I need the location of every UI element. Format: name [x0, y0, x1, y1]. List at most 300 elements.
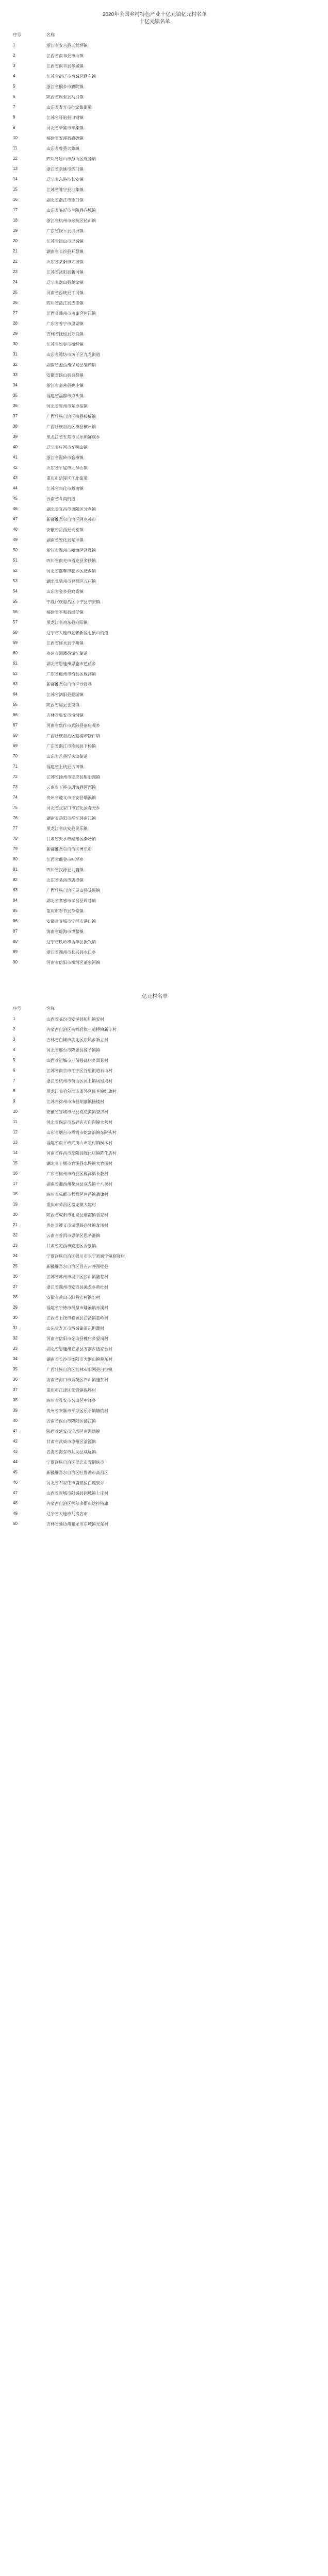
list-item — [13, 1035, 219, 1045]
list-item — [13, 184, 219, 195]
row-name: 江苏省盱眙县旧铺镇 — [46, 115, 84, 120]
list-item — [13, 792, 219, 803]
row-number: 57 — [13, 620, 18, 624]
row-name: 江苏省宿迁市宿城区耿车镇 — [46, 74, 96, 79]
list-item — [13, 947, 219, 957]
list-item — [13, 906, 219, 916]
list-item — [13, 1127, 219, 1138]
row-number: 16 — [13, 1171, 18, 1176]
list-item — [13, 524, 219, 535]
row-name: 安徽省岳西县天堂镇 — [46, 528, 84, 532]
list-item — [13, 226, 219, 236]
list-item — [13, 535, 219, 545]
row-number: 44 — [13, 1460, 18, 1464]
row-name: 江西省上饶市婺源县江湾镇篁岭村 — [46, 1316, 108, 1320]
row-name: 山东省寿光市洛城街道东斟灌村 — [46, 1326, 104, 1331]
row-name: 安徽省黄山市黟县宏村镇宏村 — [46, 1295, 100, 1300]
list-item — [13, 1467, 219, 1478]
row-number: 2 — [13, 53, 15, 58]
list-item — [13, 50, 219, 61]
row-number: 5 — [13, 84, 15, 89]
row-number: 26 — [13, 300, 18, 305]
list-item — [13, 473, 219, 483]
list-item — [13, 380, 219, 391]
row-number: 36 — [13, 403, 18, 408]
list-item — [13, 720, 219, 731]
list-item — [13, 401, 219, 411]
header-name: 名称 — [46, 1006, 55, 1011]
list-item — [13, 287, 219, 298]
list-item — [13, 267, 219, 277]
row-number: 32 — [13, 1336, 18, 1341]
row-number: 41 — [13, 1429, 18, 1433]
row-name: 江苏省沭阳县新河镇 — [46, 270, 84, 275]
row-number: 72 — [13, 774, 18, 779]
row-name: 甘肃省天水市秦州区秦岭镇 — [46, 837, 96, 841]
row-number: 66 — [13, 713, 18, 717]
row-name: 云南省普洱市思茅区思茅港镇 — [46, 1233, 100, 1238]
row-number: 34 — [13, 1357, 18, 1361]
row-number: 36 — [13, 1377, 18, 1382]
list-item — [13, 555, 219, 566]
row-number: 28 — [13, 1295, 18, 1299]
list-item — [13, 1014, 219, 1024]
row-name: 河北省石家庄市鹿泉区白鹿泉乡 — [46, 1481, 104, 1485]
row-number: 11 — [13, 1120, 18, 1124]
list-item — [13, 143, 219, 154]
list-item — [13, 834, 219, 844]
list-item — [13, 1405, 219, 1416]
row-name: 河南省焦作市武陟县嘉应观乡 — [46, 723, 100, 728]
row-number: 23 — [13, 1243, 18, 1248]
list-item — [13, 1519, 219, 1529]
list-item — [13, 1354, 219, 1364]
row-number: 49 — [13, 1511, 18, 1516]
row-number: 1 — [13, 43, 15, 47]
list-item — [13, 339, 219, 349]
row-name: 江苏省睢宁县沙集镇 — [46, 188, 84, 192]
row-name: 四川省成都市郫都区唐昌镇战旗村 — [46, 1192, 108, 1197]
header-name: 名称 — [46, 32, 55, 37]
row-name: 辽宁省大连市金普新区七顶山街道 — [46, 631, 108, 635]
list-item — [13, 607, 219, 617]
header-no: 序号 — [13, 32, 21, 37]
row-name: 山东省金乡县鸡黍镇 — [46, 589, 84, 594]
list-item — [13, 617, 219, 628]
row-number: 68 — [13, 733, 18, 738]
row-number: 30 — [13, 1315, 18, 1320]
list-item — [13, 1313, 219, 1323]
row-number: 37 — [13, 1387, 18, 1392]
row-name: 江西省南丰县市山镇 — [46, 54, 84, 58]
row-name: 江苏省泗阳县爱园镇 — [46, 692, 84, 697]
row-number: 55 — [13, 599, 18, 604]
row-name: 新疆维吾尔自治区阿克苏市 — [46, 517, 96, 522]
list-item — [13, 957, 219, 968]
row-name: 辽宁省盘山县胡家镇 — [46, 280, 84, 285]
row-number: 62 — [13, 671, 18, 676]
row-number: 70 — [13, 754, 18, 758]
row-number: 48 — [13, 527, 18, 532]
row-name: 黑龙江省鸡东县向阳镇 — [46, 620, 88, 625]
list-item — [13, 308, 219, 318]
row-name: 湖南省长沙市浏阳市大围山镇楚东村 — [46, 1357, 112, 1362]
row-name: 湖南省湘西州花垣县双龙镇十八洞村 — [46, 1182, 112, 1187]
row-name: 江西省赣州市南康区唐江镇 — [46, 311, 96, 316]
row-name: 湖南省安化县东坪镇 — [46, 538, 84, 543]
row-name: 广西壮族自治区桂林市阳朔县白沙镇 — [46, 1367, 112, 1372]
row-name: 湖北省孝感市孝昌县周巷镇 — [46, 899, 96, 903]
list-item — [13, 566, 219, 576]
row-name: 山东省临沂市兰陵县向城镇 — [46, 208, 96, 213]
list-item — [13, 1158, 219, 1168]
row-number: 29 — [13, 331, 18, 336]
list-item — [13, 823, 219, 834]
row-name: 宁夏回族自治区中宁县宁安镇 — [46, 600, 100, 604]
list-item — [13, 195, 219, 205]
list-item — [13, 1199, 219, 1210]
row-number: 33 — [13, 372, 18, 377]
row-name: 广东省梅州市梅县区雁洋镇长教村 — [46, 1172, 108, 1176]
row-number: 21 — [13, 249, 18, 253]
list-item — [13, 246, 219, 257]
row-number: 20 — [13, 239, 18, 243]
row-name: 甘肃省定西市安定区香泉镇 — [46, 1244, 96, 1248]
row-number: 82 — [13, 877, 18, 882]
list-item — [13, 1488, 219, 1498]
row-name: 湖北省潜江市熊口镇 — [46, 198, 84, 202]
list-item — [13, 1220, 219, 1230]
list-item — [13, 1241, 219, 1251]
row-name: 黑龙江省五常市民乐朝鲜族乡 — [46, 435, 100, 439]
list-item — [13, 1045, 219, 1055]
row-number: 77 — [13, 826, 18, 831]
row-number: 33 — [13, 1346, 18, 1351]
row-name: 浙江省杭州市萧山区河上镇凤凰坞村 — [46, 1079, 112, 1083]
row-name: 重庆市荣昌区盘龙镇大建村 — [46, 1202, 96, 1207]
list-item — [13, 813, 219, 823]
list-item — [13, 1138, 219, 1148]
list-item — [13, 844, 219, 854]
row-name: 广西壮族自治区灵山县陆屋镇 — [46, 888, 100, 893]
row-number: 19 — [13, 228, 18, 233]
row-name: 河北省邢台市隆尧县莲子镇镇 — [46, 1048, 100, 1053]
row-number: 64 — [13, 692, 18, 697]
list-item — [13, 1055, 219, 1065]
row-name: 江苏省如皋市搬经镇 — [46, 342, 84, 347]
row-name: 浙江省湖州市长兴县水口乡 — [46, 950, 96, 955]
row-number: 9 — [13, 1099, 15, 1104]
row-number: 7 — [13, 105, 15, 109]
row-number: 14 — [13, 1150, 18, 1155]
list-item — [13, 1426, 219, 1436]
row-number: 22 — [13, 259, 18, 264]
row-name: 吉林省集安市清河镇 — [46, 713, 84, 718]
list-item — [13, 1478, 219, 1488]
list-item — [13, 123, 219, 133]
list-item — [13, 669, 219, 679]
list-item — [13, 174, 219, 184]
list-item — [13, 1375, 219, 1385]
row-number: 14 — [13, 177, 18, 181]
row-name: 新疆维吾尔自治区博乐市 — [46, 847, 92, 852]
row-name: 宁夏回族自治区吴忠市青铜峡市 — [46, 1460, 104, 1465]
row-number: 75 — [13, 805, 18, 810]
row-name: 辽宁省庄河市光明山镇 — [46, 445, 88, 450]
list-item — [13, 1117, 219, 1127]
list-item — [13, 1024, 219, 1035]
title-line-1: 2020年全国乡村特色产业十亿元镇亿元村名单 — [102, 12, 207, 18]
row-number: 56 — [13, 609, 18, 614]
row-number: 9 — [13, 125, 15, 130]
row-name: 四川省南充市西充县多扶镇 — [46, 558, 96, 563]
list-item — [13, 658, 219, 669]
list-item — [13, 1457, 219, 1467]
row-name: 山西省临汾市安泽县和川镇安村 — [46, 1017, 104, 1022]
row-number: 21 — [13, 1223, 18, 1227]
list-item — [13, 1230, 219, 1241]
row-name: 浙江省余姚市泗门镇 — [46, 167, 84, 172]
list-item — [13, 679, 219, 689]
row-number: 13 — [13, 1140, 18, 1145]
row-number: 46 — [13, 506, 18, 511]
row-name: 山东省潍坊市坊子区九龙街道 — [46, 352, 100, 357]
row-number: 4 — [13, 74, 15, 78]
row-number: 80 — [13, 857, 18, 861]
row-name: 江西省瑞金市叶坪乡 — [46, 857, 84, 862]
list-item — [13, 937, 219, 947]
row-name: 贵州省遵义市正安县瑞溪镇 — [46, 795, 96, 800]
list-item — [13, 1282, 219, 1292]
row-number: 39 — [13, 434, 18, 439]
row-name: 江西省修水县宁州镇 — [46, 641, 84, 646]
row-name: 浙江省杭州市余杭区径山镇 — [46, 218, 96, 223]
row-number: 16 — [13, 197, 18, 202]
list-item — [13, 318, 219, 329]
list-item — [13, 215, 219, 226]
row-number: 34 — [13, 383, 18, 387]
list-item — [13, 1076, 219, 1086]
list-item — [13, 102, 219, 112]
row-name: 重庆市涪陵区江北街道 — [46, 476, 88, 481]
row-number: 59 — [13, 640, 18, 645]
row-number: 51 — [13, 558, 18, 563]
row-number: 90 — [13, 960, 18, 964]
row-number: 27 — [13, 311, 18, 315]
list-item — [13, 504, 219, 514]
row-name: 江西省南丰县琴城镇 — [46, 64, 84, 69]
list-item — [13, 370, 219, 380]
row-name: 河南省信阳市光山县槐店乡晏岗村 — [46, 1336, 108, 1341]
row-number: 48 — [13, 1501, 18, 1505]
list-item — [13, 421, 219, 432]
row-name: 江苏省扬州市宝应县射阳湖镇 — [46, 775, 100, 779]
list-item — [13, 782, 219, 792]
list-item — [13, 1086, 219, 1096]
list-item — [13, 61, 219, 71]
row-number: 38 — [13, 424, 18, 429]
row-number: 35 — [13, 393, 18, 398]
row-name: 山西省运城市万荣县高村乡阎景村 — [46, 1058, 108, 1063]
row-number: 52 — [13, 568, 18, 573]
row-name: 河北省邯郸市肥乡区肥乡镇 — [46, 569, 96, 573]
row-name: 安徽省砀山县良梨镇 — [46, 373, 84, 378]
row-number: 43 — [13, 476, 18, 480]
row-number: 40 — [13, 1418, 18, 1423]
list-item — [13, 442, 219, 452]
row-name: 河南省西峡县丁河镇 — [46, 291, 84, 295]
row-name: 海南省琼海市博鳌镇 — [46, 929, 84, 934]
row-number: 47 — [13, 1490, 18, 1495]
list-item — [13, 1344, 219, 1354]
row-name: 福建省宁德市福鼎市磻溪镇赤溪村 — [46, 1306, 108, 1310]
row-name: 山东省寿光市孙家集街道 — [46, 105, 92, 110]
list-item — [13, 92, 219, 102]
list-item — [13, 1416, 219, 1426]
row-number: 37 — [13, 414, 18, 418]
row-number: 60 — [13, 651, 18, 655]
row-number: 42 — [13, 465, 18, 470]
row-number: 23 — [13, 269, 18, 274]
row-number: 15 — [13, 1161, 18, 1165]
row-name: 黑龙江省庆安县民乐镇 — [46, 826, 88, 831]
row-number: 10 — [13, 135, 18, 140]
list-item — [13, 494, 219, 504]
row-number: 25 — [13, 1264, 18, 1268]
list-item — [13, 1096, 219, 1107]
list-item — [13, 349, 219, 360]
row-name: 安徽省宣城市泾县桃花潭镇查济村 — [46, 1110, 108, 1114]
list-item — [13, 1509, 219, 1519]
row-name: 浙江省温岭市箬横镇 — [46, 455, 84, 460]
row-number: 10 — [13, 1109, 18, 1114]
list-item — [13, 1272, 219, 1282]
row-number: 63 — [13, 682, 18, 686]
row-number: 28 — [13, 321, 18, 326]
row-name: 湖南省岳阳市平江县南江镇 — [46, 816, 96, 821]
list-item — [13, 916, 219, 926]
list-item — [13, 772, 219, 782]
row-number: 85 — [13, 908, 18, 913]
row-name: 福建省福鼎市点头镇 — [46, 394, 84, 398]
header-no: 序号 — [13, 1006, 21, 1011]
row-number: 30 — [13, 342, 18, 346]
row-number: 27 — [13, 1284, 18, 1289]
row-number: 12 — [13, 156, 18, 161]
list-item — [13, 1364, 219, 1375]
row-name: 江苏省昆山市巴城镇 — [46, 239, 84, 244]
list-item — [13, 576, 219, 586]
list-item — [13, 545, 219, 555]
row-number: 54 — [13, 589, 18, 594]
list-item — [13, 1107, 219, 1117]
row-number: 67 — [13, 723, 18, 727]
village-list — [13, 1014, 219, 1529]
row-number: 50 — [13, 1521, 18, 1526]
row-name: 宁夏回族自治区银川市永宁县闽宁镇原隆村 — [46, 1254, 125, 1259]
row-number: 5 — [13, 1058, 15, 1062]
list-item — [13, 1292, 219, 1302]
list-item — [13, 761, 219, 772]
row-name: 广东省梅州市梅县区雁洋镇 — [46, 672, 96, 676]
list-item — [13, 1498, 219, 1509]
row-name: 湖北省十堰市竹溪县水坪镇大竹园村 — [46, 1161, 112, 1166]
row-number: 2 — [13, 1027, 15, 1031]
row-name: 广西壮族自治区横县横州镇 — [46, 425, 96, 429]
list-item — [13, 1148, 219, 1158]
row-number: 8 — [13, 115, 15, 120]
list-item — [13, 689, 219, 700]
row-number: 26 — [13, 1274, 18, 1279]
row-name: 河北省辛集市辛集镇 — [46, 126, 84, 130]
list-item — [13, 710, 219, 720]
row-number: 8 — [13, 1089, 15, 1093]
list-item — [13, 164, 219, 174]
list-item — [13, 741, 219, 751]
row-name: 浙江省温州市瓯海区泽雅镇 — [46, 548, 96, 553]
list-item — [13, 133, 219, 143]
row-name: 青海省海东市互助县威远镇 — [46, 1450, 96, 1454]
list-item — [13, 1333, 219, 1344]
row-name: 湖北省恩施州恩施市芭蕉乡 — [46, 662, 96, 666]
row-number: 20 — [13, 1212, 18, 1217]
row-name: 山东省莒县浮来山街道 — [46, 754, 88, 759]
row-number: 49 — [13, 537, 18, 542]
row-name: 四川省蒲江县成佳镇 — [46, 301, 84, 306]
row-number: 12 — [13, 1130, 18, 1134]
list-item — [13, 1447, 219, 1457]
row-number: 25 — [13, 290, 18, 295]
list-item — [13, 112, 219, 123]
row-name: 山东省平度市大泽山镇 — [46, 466, 88, 470]
row-name: 湖北省随州市曾都区万店镇 — [46, 579, 96, 584]
row-name: 广西壮族自治区横县校椅镇 — [46, 414, 96, 419]
list-item — [13, 1261, 219, 1272]
list-item — [13, 452, 219, 463]
row-name: 重庆市江津区先锋镇保坪村 — [46, 1388, 96, 1393]
row-name: 福建省南平市武夷山市星村镇桐木村 — [46, 1141, 112, 1145]
row-name: 江苏省兴化市戴南镇 — [46, 486, 84, 491]
row-name: 黑龙江省哈尔滨市道外区民主镇红旗村 — [46, 1089, 117, 1094]
row-number: 6 — [13, 1068, 15, 1073]
list-item — [13, 514, 219, 524]
row-number: 86 — [13, 919, 18, 923]
row-number: 41 — [13, 455, 18, 460]
table-header-2 — [13, 1004, 219, 1014]
row-name: 重庆市奉节县草堂镇 — [46, 909, 84, 913]
list-item — [13, 329, 219, 339]
list-item — [13, 1323, 219, 1333]
list-item — [13, 865, 219, 875]
list-item — [13, 154, 219, 164]
row-name: 新疆维吾尔自治区吐鲁番市高昌区 — [46, 1470, 108, 1475]
row-number: 38 — [13, 1398, 18, 1402]
row-name: 湖南省湘西州保靖县葫芦镇 — [46, 363, 96, 367]
row-number: 78 — [13, 836, 18, 841]
row-name: 河北省保定市高碑店市白沟镇大营村 — [46, 1120, 112, 1125]
row-number: 45 — [13, 496, 18, 501]
row-name: 云南省斗南街道 — [46, 497, 75, 501]
list-item — [13, 277, 219, 287]
row-name: 广东省湛江市徐闻县下桥镇 — [46, 744, 96, 749]
row-number: 83 — [13, 888, 18, 892]
row-number: 79 — [13, 846, 18, 851]
list-item — [13, 895, 219, 906]
row-number: 89 — [13, 950, 18, 954]
row-name: 河南省许昌市鄢陵县陈化店镇陈化店村 — [46, 1151, 117, 1156]
list-item — [13, 205, 219, 215]
row-name: 辽宁省大连市瓦房店市 — [46, 1512, 88, 1516]
